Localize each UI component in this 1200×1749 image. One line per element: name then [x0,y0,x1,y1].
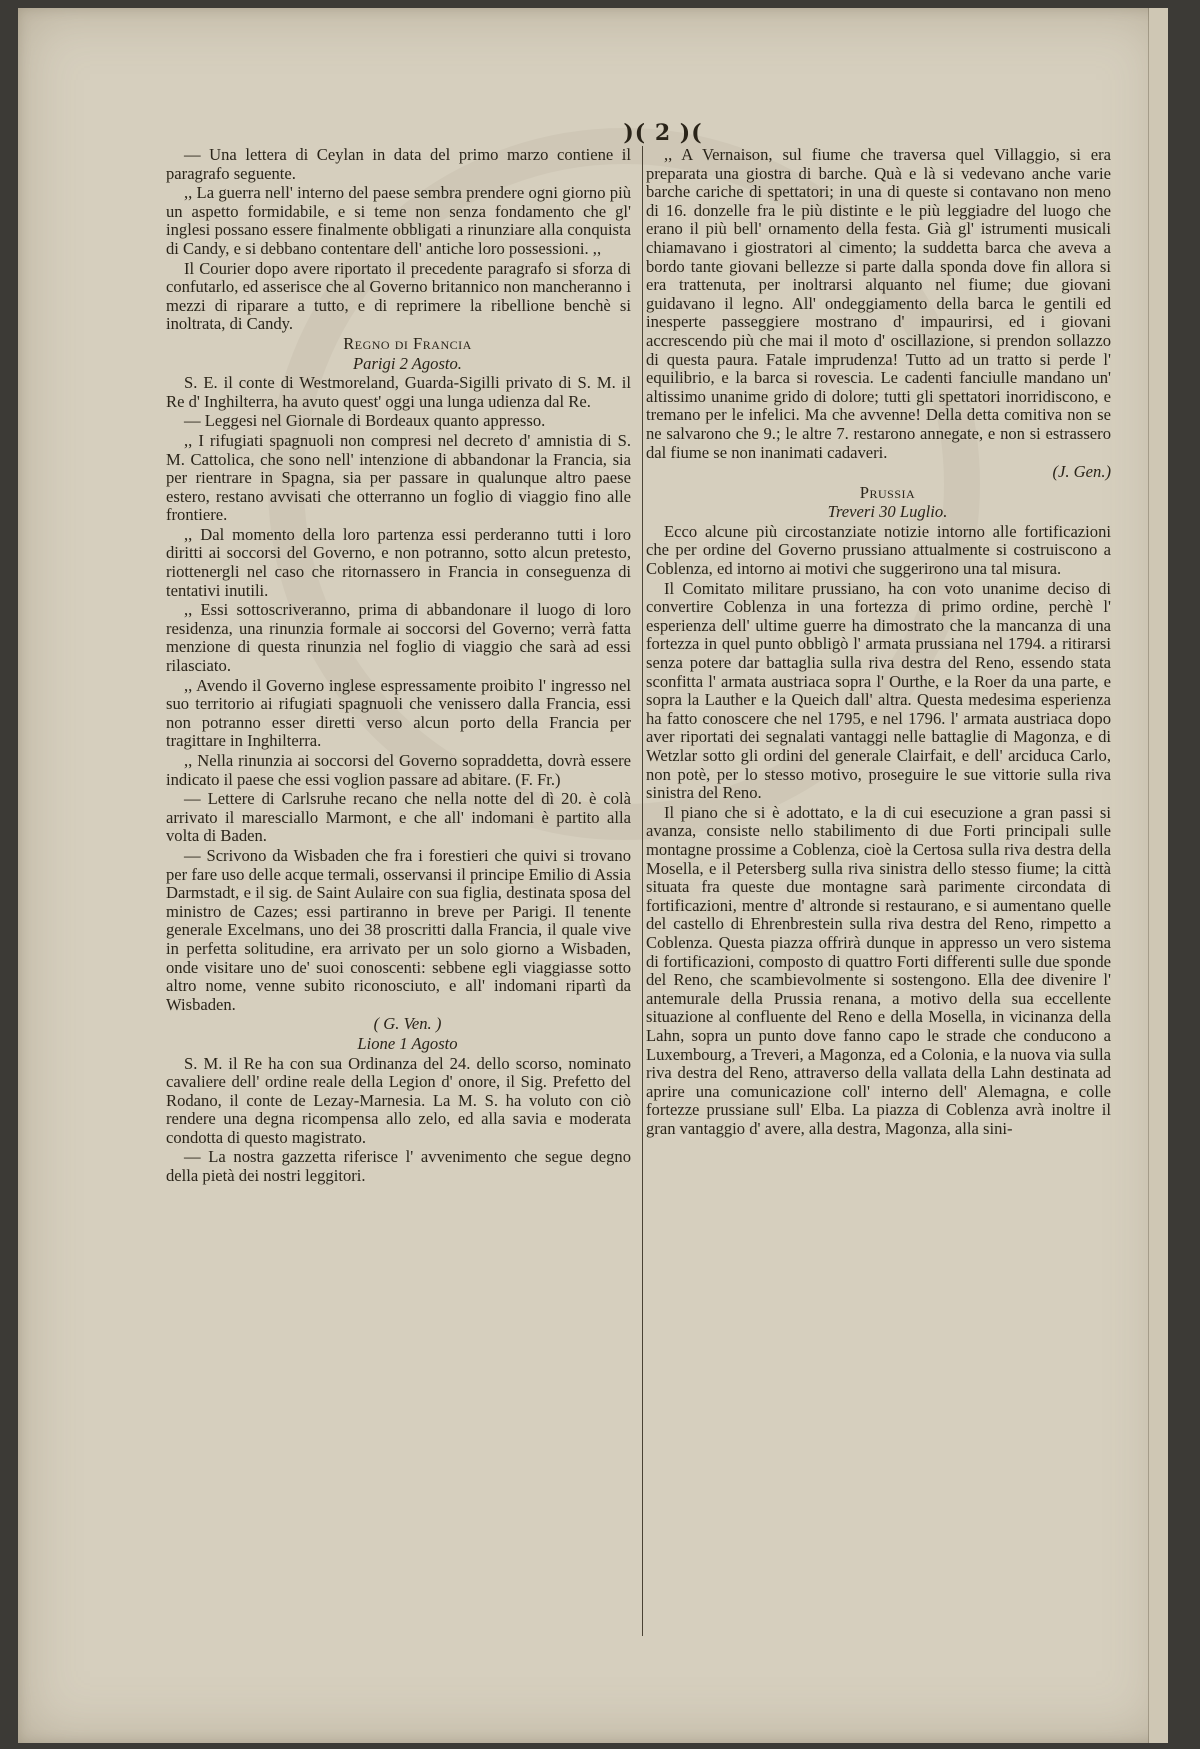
newspaper-page [18,8,1168,1743]
coblenza-intro: Ecco alcune più circostanziate notizie intorno alle fortificazioni che per ordine del Governo prussiano attualmente si costruiscono a Coblenza, ed intorno ai motivi che suggerirono una tal misura. [646,521,1111,579]
source-journal-geneve: (J. Gen.) [1052,462,1111,482]
refugees-paragraph-3: ,, Essi sottoscriveranno, prima di abbandonare il luogo di loro residenza, una rinunzia formale ai soccorsi del Governo; verrà fatta menzione di questa rinunzia nel foglio di viaggio che sarà ad essi rilasciato. [166,600,631,676]
right-column [646,146,1111,1138]
section-heading-france: Regno di Francia [343,333,472,353]
vernaison-account: ,, A Vernaison, sul fiume che traversa quel Villaggio, si era preparata una giostra di barche. Quà e là si vedevano anche varie barche cariche di spettatori; in una di queste si contavano non meno di 16. donzelle fra le più distinte e le più leggiadre del luogo che erano il più bell' ornamento della festa. Già gl' istrumenti musicali chiamavano i giostratori al cimento; la suddetta barca che aveva a bordo tante giovani bellezze si parte dalla sponda dove fin allora si era trattenuta, per inoltrarsi alquanto nel fiume; due giovani guidavano il legno. All' ondeggiamento della barca le gentili ed inesperte passeggiere mostrano d' impaurirsi, ed i giovani accrescendo più che mai il moto d' oscillazione, si prendon sollazzo di questa paura. Fatale imprudenza! Tutto ad un tratto si perde l' equilibrio, e la barca si rovescia. Le cadenti fanciulle mandano un' altissimo unanime grido di dolore; tutti gli spettatori inorridiscono, e tremano per le infelici. Ma che avvenne! Della detta comitiva non se ne salvarono che 9.; le altre 7. restarono annegate, e non si estrassero dal fiume se non inanimati cadaveri. [646,145,1111,462]
ceylan-letter: — Una lettera di Ceylan in data del primo marzo contiene il paragrafo seguente. [166,145,631,183]
section-heading-prussia: Prussia [859,482,916,502]
fortification-plan: Il piano che si è adottato, e la di cui esecuzione a gran passi si avanza, consiste nello stabilimento di due Forti principali sulle montagne prossime a Coblenza, cioè la Certosa sulla riva destra della Mosella, e il Petersberg sulla riva sinistra dello stesso fiume; la città situata fra queste due montagne sarà parimente circondata di fortificazioni, mentre d' altronde si restaurano, e si aumentano quelle del castello di Ehrenbrestein sulla riva destra del Reno, rimpetto a Coblenza. Questa piazza offrirà dunque in appresso un vero sistema di fortificazioni, composto di quattro Forti differenti sulle due sponde del Reno, che scambievolmente si sostengono. Ella dee divenire l' antemurale della Prussia renana, a motivo della sua eccellente situazione al confluente del Reno e della Mosella, in vicinanza della Lahn, sopra un punto dove fanno capo le strade che conducono a Luxembourg, a Treveri, a Magonza, ed a Colonia, e la nuova via sulla riva destra del Reno, attraverso della vallata della Lahn destinata ad aprire una comunicazione coll' interno dell' Alemagna, e colle fortezze prussiane sull' Elba. La piazza di Coblenza avrà inoltre il gran vantaggio d' avere, alla destra, Magonza, alla sini- [646,802,1111,1138]
military-committee: Il Comitato militare prussiano, ha con voto unanime deciso di convertire Coblenza in una fortezza di primo ordine, perchè l' esperienza dell' ultime guerre ha dimostrato che la mancanza di una fortezza in quel punto obbligò l' armata prussiana nel 1794. a ritirarsi senza potere dar battaglia sulla riva destra del Reno, essendo stata sconfitta l' armata austriaca sopra l' Ourthe, e la Roer da una parte, e sopra la Lauther e la Queich dall' altra. Questa medesima esperienza ha fatto conoscere che nel 1795, e nel 1796. l' armata austriaca dopo aver riportati dei segnalati vantaggi nelle battaglie di Magonza, e di Wetzlar sotto gli ordini del generale Clairfait, e dell' arciduca Carlo, non potè, per lo stesso motivo, proseguire le sue vittorie sulla riva sinistra del Reno. [646,578,1111,803]
source-gazzetta-venezia: ( G. Ven. ) [373,1014,442,1034]
refugees-paragraph-5: ,, Nella rinunzia ai soccorsi del Governo sopraddetta, dovrà essere indicato il paese che essi voglion passare ad abitare. (F. Fr.) [166,751,631,789]
westmoreland-audience: S. E. il conte di Westmoreland, Guarda-Sigilli privato di S. M. il Re d' Inghilterra, ha avuto quest' oggi una lunga udienza dal Re. [166,373,631,411]
dateline-treveri: Treveri 30 Luglio. [827,502,948,522]
ceylan-quote: ,, La guerra nell' interno del paese sembra prendere ogni giorno più un aspetto formidabile, e si teme non senza fondamento che gl' inglesi possano essere finalmente obbligati a rinunziare alla conquista di Candy, e si debbano contentare dell' antiche loro possessioni. ,, [166,183,631,258]
courier-commentary: Il Courier dopo avere riportato il precedente paragrafo si sforza di confutarlo, ed asserisce che al Governo britannico non mancheranno i mezzi di riparare a tutto, e di reprimere la ribellione benchè si inoltrata, di Candy. [166,258,631,334]
carlsruhe-letter: — Lettere di Carlsruhe recano che nella notte del dì 20. è colà arrivato il maresciallo Marmont, e che all' indomani è partito alla volta di Baden. [166,789,631,846]
page-edge-strip [1149,8,1168,1743]
wisbaden-report: — Scrivono da Wisbaden che fra i forestieri che quivi si trovano per fare uso delle acque termali, osservansi il principe Emilio di Assia Darmstadt, e il sig. de Saint Aulaire con sua figlia, destinata sposa del ministro de Cazes; essi partiranno in breve per Parigi. Il tenente generale Excelmans, uno dei 38 proscritti dalla Francia, il quale vive in perfetta solitudine, era arrivato per un solo giorno a Wisbaden, onde visitare uno de' suoi conoscenti: sebbene egli viaggiasse sotto altro nome, venne subito riconosciuto, e all' indomani ripartì da Wisbaden. [166,845,631,1014]
dateline-lyon: Lione 1 Agosto [357,1033,458,1053]
refugees-paragraph-1: ,, I rifugiati spagnuoli non compresi nel decreto d' amnistia di S. M. Cattolica, che sono nell' intenzione di abbandonar la Francia, sia per rientrare in Spagna, sia per passare in qualunque altro paese estero, restano avvisati che otterranno un foglio di viaggio fino alle frontiere. [166,430,631,525]
dateline-paris: Parigi 2 Agosto. [353,353,462,373]
refugees-paragraph-2: ,, Dal momento della loro partenza essi perderanno tutti i loro diritti ai soccorsi del Governo, e non potranno, sotto alcun pretesto, riottenergli nel caso che ritornassero in Francia in conseguenza di tentativi inutili. [166,524,631,600]
bordeaux-intro: — Leggesi nel Giornale di Bordeaux quanto appresso. [184,411,546,431]
left-column [166,146,631,1186]
column-rule [642,146,643,1636]
lyon-gazette-intro: — La nostra gazzetta riferisce l' avvenimento che segue degno della pietà dei nostri leggitori. [166,1147,631,1186]
page-number: )( 2 )( [623,120,703,146]
refugees-paragraph-4: ,, Avendo il Governo inglese espressamente proibito l' ingresso nel suo territorio ai rifugiati spagnuoli che venissero dalla Francia, essi non potranno esser diretti verso alcun porto della Francia per tragittare in Inghilterra. [166,675,631,751]
lyon-ordinance: S. M. il Re ha con sua Ordinanza del 24. dello scorso, nominato cavaliere dell' ordine reale della Legion d' onore, il Sig. Prefetto del Rodano, il conte de Lezay-Marnesia. La M. S. ha voluto con ciò rendere una degna ricompensa allo zelo, ed alla savia e moderata condotta di questo magistrato. [166,1053,631,1147]
